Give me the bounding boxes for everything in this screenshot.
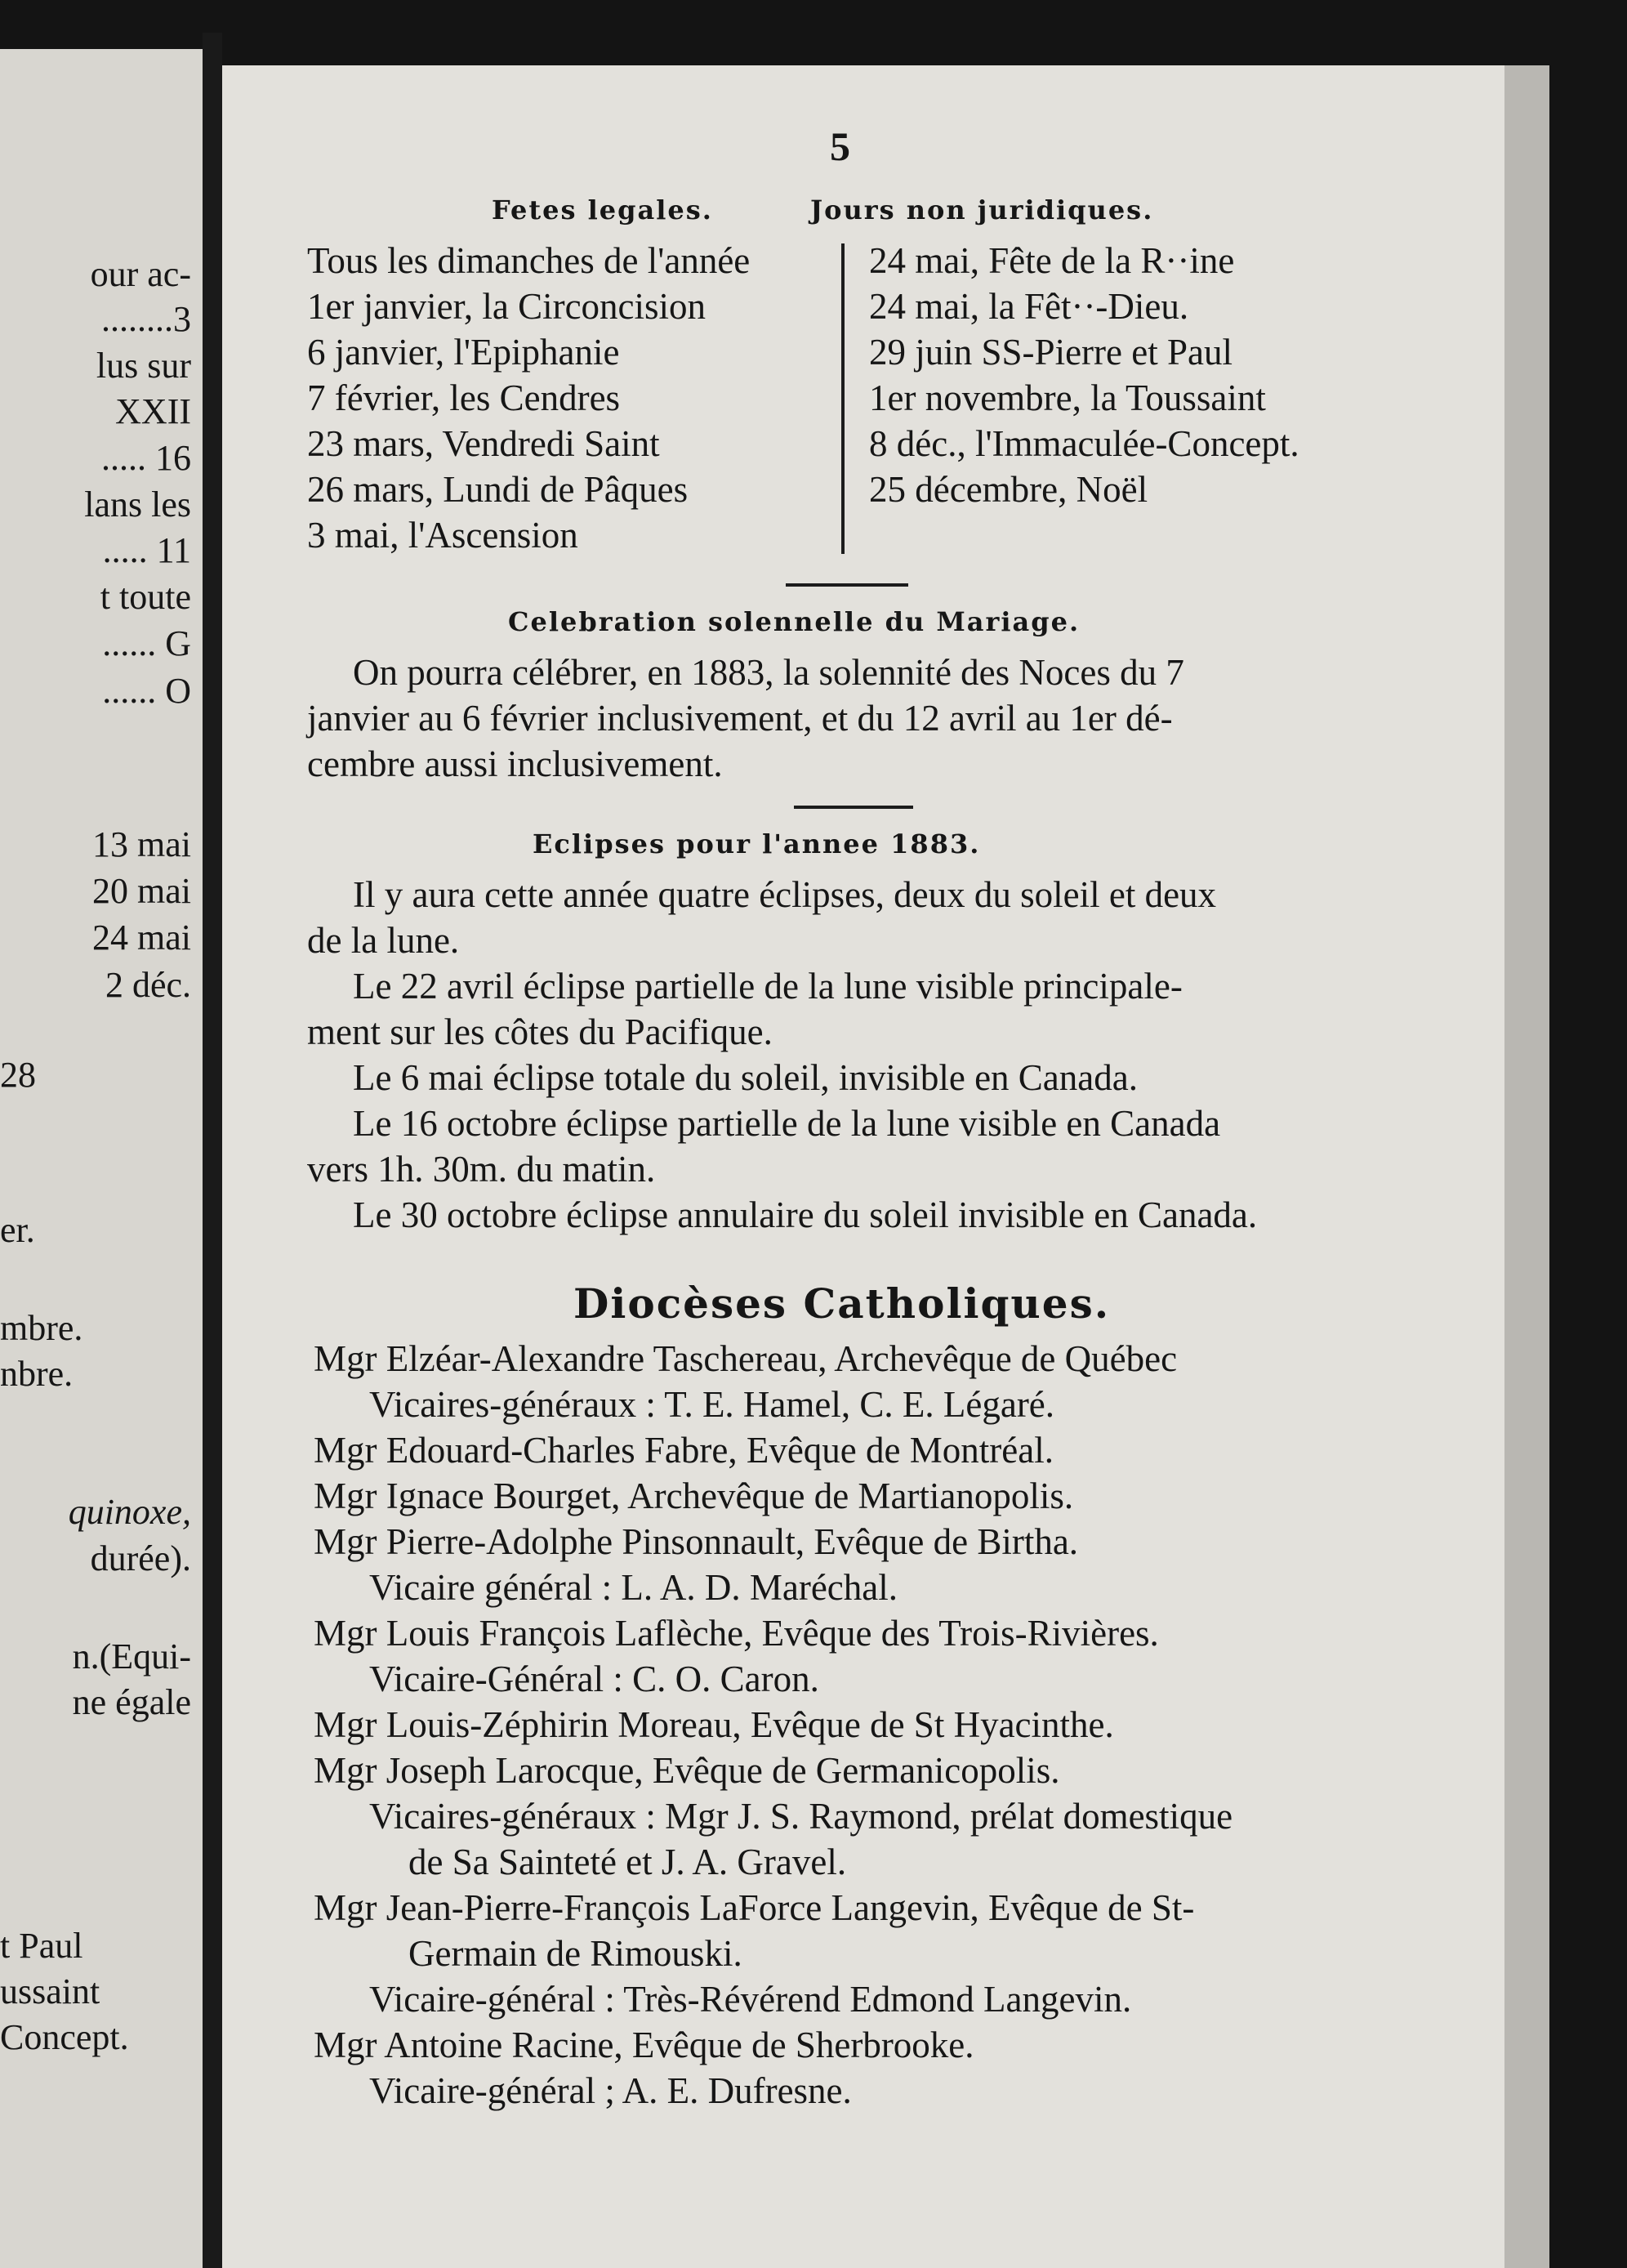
diocese-line: Vicaire-Général : C. O. Caron. — [369, 1659, 819, 1699]
left-page-line: quinoxe, — [68, 1492, 191, 1532]
fete-right-item: 24 mai, Fête de la R··ine — [869, 240, 1235, 281]
left-page-line: ...... O — [102, 671, 191, 711]
fete-right-item: 1er novembre, la Toussaint — [869, 377, 1266, 418]
left-page-line: mbre. — [0, 1308, 83, 1348]
diocese-line: Vicaire-général : Très-Révérend Edmond Langevin. — [369, 1979, 1132, 2020]
left-page-line: lans les — [84, 484, 191, 525]
diocese-line: Mgr Pierre-Adolphe Pinsonnault, Evêque de Birtha. — [314, 1521, 1079, 1562]
left-page-line: t toute — [100, 577, 191, 617]
eclipse-line: Le 6 mai éclipse totale du soleil, invisible en Canada. — [353, 1057, 1138, 1098]
diocese-line: Germain de Rimouski. — [408, 1933, 742, 1974]
fete-left-item: 7 février, les Cendres — [307, 377, 621, 418]
left-page-line: ne égale — [72, 1682, 191, 1722]
left-page-line: 24 mai — [92, 917, 191, 958]
left-page-line: 13 mai — [92, 824, 191, 864]
diocese-line: Mgr Joseph Larocque, Evêque de Germanicopolis. — [314, 1750, 1060, 1791]
mariage-line: cembre aussi inclusivement. — [307, 743, 723, 784]
fete-right-item: 29 juin SS-Pierre et Paul — [869, 332, 1233, 373]
book-gutter — [203, 33, 222, 2268]
left-page-line: t Paul — [0, 1926, 83, 1966]
fete-left-item: 23 mars, Vendredi Saint — [307, 423, 660, 464]
eclipse-line: Le 22 avril éclipse partielle de la lune visible principale- — [353, 966, 1183, 1007]
mariage-heading: Celebration solennelle du Mariage. — [508, 606, 1081, 637]
left-page-line: 20 mai — [92, 871, 191, 911]
left-page-line: ..... 11 — [102, 530, 191, 570]
mariage-line: janvier au 6 février inclusivement, et du 12 avril au 1er dé- — [307, 698, 1173, 739]
left-page-line: ........3 — [101, 299, 191, 339]
diocese-line: Vicaire-général ; A. E. Dufresne. — [369, 2070, 852, 2111]
left-page-line: ussaint — [0, 1971, 100, 2011]
left-page-line: Concept. — [0, 2017, 129, 2057]
left-page-line: XXII — [115, 391, 191, 431]
diocese-line: Mgr Edouard-Charles Fabre, Evêque de Montréal. — [314, 1430, 1054, 1471]
fete-left-item: 3 mai, l'Ascension — [307, 515, 578, 556]
fete-left-item: Tous les dimanches de l'année — [307, 240, 751, 281]
diocese-line: Mgr Elzéar-Alexandre Taschereau, Archevêque de Québec — [314, 1338, 1178, 1379]
fete-left-item: 6 janvier, l'Epiphanie — [307, 332, 620, 373]
section-rule — [794, 806, 913, 809]
diocese-line: Mgr Louis François Laflèche, Evêque des Trois-Rivières. — [314, 1613, 1159, 1654]
eclipse-line: Le 30 octobre éclipse annulaire du soleil invisible en Canada. — [353, 1194, 1258, 1235]
diocese-line: Mgr Jean-Pierre-François LaForce Langevin, Evêque de St- — [314, 1887, 1195, 1928]
eclipse-line: ment sur les côtes du Pacifique. — [307, 1011, 773, 1052]
eclipse-line: Il y aura cette année quatre éclipses, deux du soleil et deux — [353, 874, 1217, 915]
dioceses-title: Diocèses Catholiques. — [573, 1279, 1111, 1328]
page-edge — [1504, 65, 1549, 2268]
section-rule — [786, 583, 908, 587]
page-number: 5 — [830, 123, 850, 169]
left-page-line: 2 déc. — [105, 965, 191, 1005]
left-page-line: ...... G — [102, 623, 191, 663]
eclipse-line: Le 16 octobre éclipse partielle de la lune visible en Canada — [353, 1103, 1221, 1144]
eclipse-line: vers 1h. 30m. du matin. — [307, 1149, 656, 1190]
fete-right-item: 8 déc., l'Immaculée-Concept. — [869, 423, 1299, 464]
left-page-fragment — [0, 49, 203, 2268]
diocese-line: de Sa Sainteté et J. A. Gravel. — [408, 1842, 847, 1882]
eclipses-heading: Eclipses pour l'annee 1883. — [533, 828, 981, 859]
left-page-line: durée). — [90, 1538, 191, 1578]
fetes-legales-heading: Fetes legales. — [492, 194, 713, 225]
fete-right-item: 24 mai, la Fêt··-Dieu. — [869, 286, 1189, 327]
diocese-line: Vicaires-généraux : Mgr J. S. Raymond, prélat domestique — [369, 1796, 1233, 1837]
eclipse-line: de la lune. — [307, 920, 460, 961]
left-page-line: er. — [0, 1210, 35, 1250]
jours-non-juridiques-heading: Jours non juridiques. — [810, 194, 1154, 225]
mariage-line: On pourra célébrer, en 1883, la solennité des Noces du 7 — [353, 652, 1184, 693]
fete-right-item: 25 décembre, Noël — [869, 469, 1148, 510]
diocese-line: Vicaires-généraux : T. E. Hamel, C. E. Légaré. — [369, 1384, 1055, 1425]
diocese-line: Mgr Ignace Bourget, Archevêque de Martianopolis. — [314, 1476, 1074, 1516]
diocese-line: Mgr Antoine Racine, Evêque de Sherbrooke. — [314, 2025, 974, 2065]
fete-left-item: 26 mars, Lundi de Pâques — [307, 469, 689, 510]
right-page — [222, 65, 1504, 2268]
left-page-line: 28 — [0, 1055, 36, 1095]
diocese-line: Mgr Louis-Zéphirin Moreau, Evêque de St Hyacinthe. — [314, 1704, 1114, 1745]
left-page-line: our ac- — [90, 254, 191, 294]
column-divider — [841, 243, 845, 554]
left-page-line: lus sur — [96, 346, 191, 386]
left-page-line: nbre. — [0, 1354, 74, 1394]
left-page-line: ..... 16 — [101, 438, 191, 478]
diocese-line: Vicaire général : L. A. D. Maréchal. — [369, 1567, 898, 1608]
left-page-line: n.(Equi- — [72, 1636, 191, 1676]
fete-left-item: 1er janvier, la Circoncision — [307, 286, 707, 327]
